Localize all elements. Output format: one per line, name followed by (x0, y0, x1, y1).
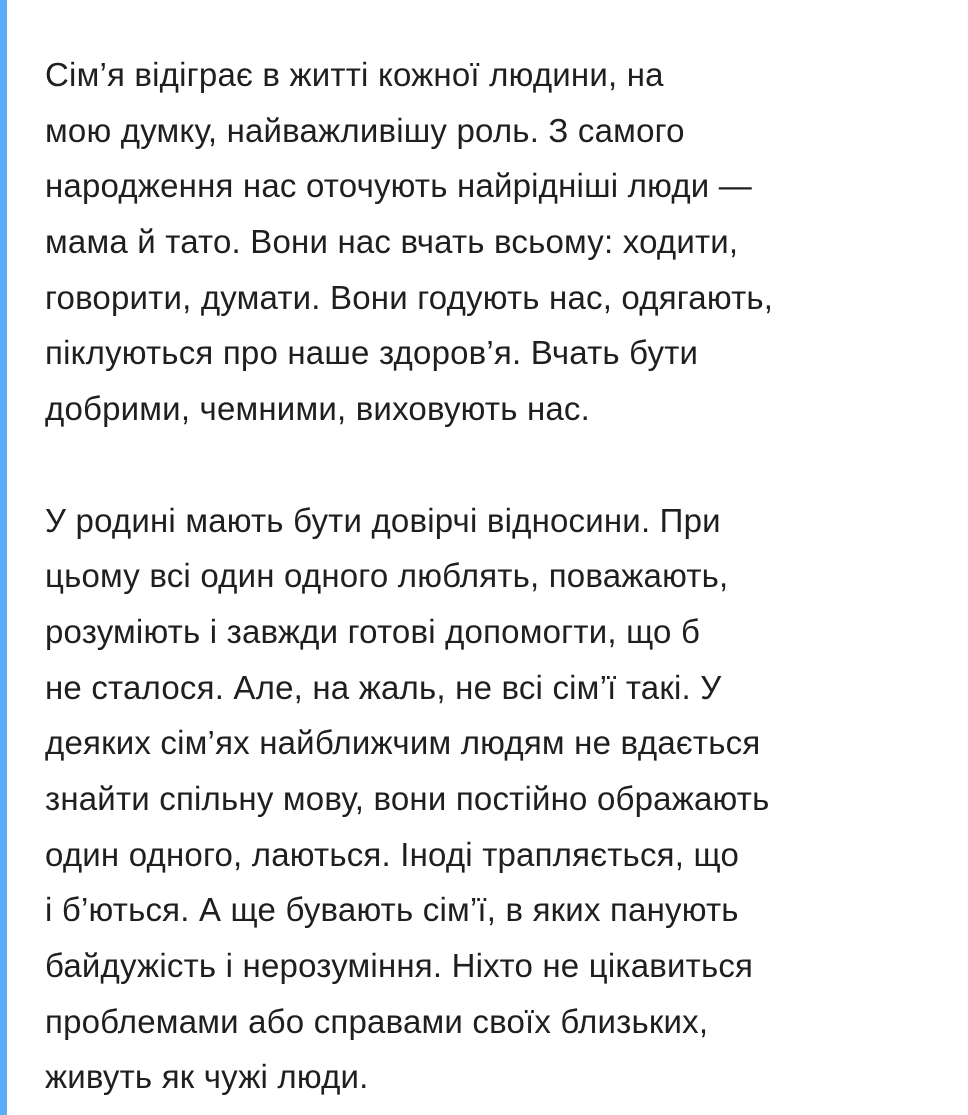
text-line: розуміють і завжди готові допомогти, що б (45, 612, 701, 650)
text-line: мою думку, найважливішу роль. З самого (45, 111, 685, 149)
text-line: живуть як чужі люди. (45, 1058, 369, 1096)
text-line: цьому всі один одного люблять, поважають, (45, 557, 729, 595)
left-accent-bar (0, 0, 7, 1115)
text-line: проблемами або справами своїх близьких, (45, 1002, 709, 1040)
text-line: добрими, чемними, виховують нас. (45, 390, 591, 428)
paragraph-2 (45, 493, 960, 1106)
paragraph-gap (45, 437, 960, 493)
text-line: деяких сім’ях найближчим людям не вдається (45, 724, 761, 762)
text-line: не сталося. Але, на жаль, не всі сім’ї такі. У (45, 668, 722, 706)
text-line: один одного, лаються. Іноді трапляється, що (45, 835, 739, 873)
text-line: мама й тато. Вони нас вчать всьому: ходити, (45, 223, 739, 261)
text-line: Сім’я відіграє в житті кожної людини, на (45, 56, 664, 93)
text-line: байдужість і нерозуміння. Ніхто не цікавиться (45, 947, 754, 984)
paragraph-1 (45, 47, 960, 437)
text-content (45, 47, 960, 1105)
text-line: піклуються про наше здоров’я. Вчать бути (45, 334, 699, 372)
text-line: У родині мають бути довірчі відносини. При (45, 501, 721, 539)
text-line: говорити, думати. Вони годують нас, одягають, (45, 278, 774, 316)
text-line: і б’ються. А ще бувають сім’ї, в яких панують (45, 891, 739, 929)
text-line: знайти спільну мову, вони постійно ображають (45, 779, 770, 817)
text-line: народження нас оточують найрідніші люди — (45, 167, 752, 205)
